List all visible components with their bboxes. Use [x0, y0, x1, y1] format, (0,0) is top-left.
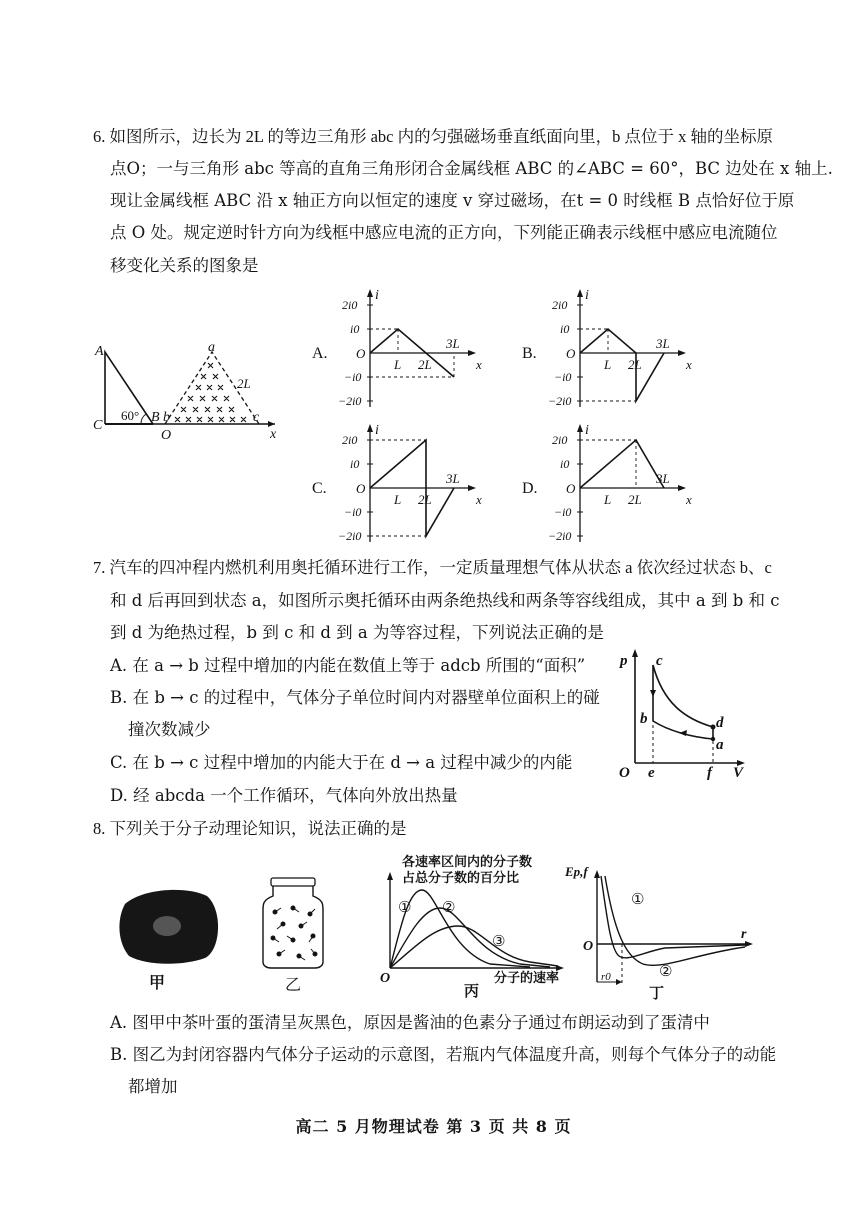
tick-L: L — [604, 357, 612, 372]
bing-title-2: 占总分子数的百分比 — [402, 871, 520, 886]
q6-line-2: 点O；一与三角形 abc 等高的直角三角形闭合金属线框 ABC 的∠ABC = 60°，BC 边处在 x 轴上. — [110, 159, 833, 178]
q7-option-a: A. 在 a → b 过程中增加的内能在数值上等于 adcb 所围的“面积” — [110, 656, 586, 675]
q8-option-b-cont: 都增加 — [128, 1077, 178, 1096]
label-p: p — [620, 653, 628, 669]
q6-triangle-figure — [85, 330, 285, 450]
curve-3-label: ③ — [492, 932, 506, 950]
label-yi: 乙 — [285, 975, 302, 994]
label-bing: 丙 — [464, 982, 480, 1000]
tick-2i0: 2i0 — [342, 433, 358, 447]
q8-option-b: B. 图乙为封闭容器内气体分子运动的示意图，若瓶内气体温度升高，则每个气体分子的动能 — [110, 1045, 777, 1064]
current-curve — [580, 329, 664, 401]
q7-option-c: C. 在 b → c 过程中增加的内能大于在 d → a 过程中减少的内能 — [110, 753, 573, 772]
origin-label: O — [356, 346, 366, 361]
option-d-graph — [522, 420, 692, 550]
bing-xlabel: 分子的速率 — [494, 971, 560, 986]
tick-3L: 3L — [446, 471, 460, 486]
label-b: b — [163, 410, 170, 425]
ding-r0: r0 — [601, 971, 611, 983]
current-curve — [580, 440, 664, 488]
tick-L: L — [394, 357, 402, 372]
q7-option-b: B. 在 b → c 的过程中，气体分子单位时间内对器壁单位面积上的碰 — [110, 688, 600, 707]
tick-neg-2i0: −2i0 — [548, 394, 572, 408]
label-O: O — [161, 428, 172, 443]
q8-stem: 8. 下列关于分子动理论知识，说法正确的是 — [93, 819, 407, 838]
x-axis-arrow — [468, 485, 476, 491]
axis-label-i: i — [375, 423, 379, 438]
label-b: b — [640, 711, 648, 727]
tick-neg-i0: −i0 — [344, 370, 362, 384]
tick-neg-i0: −i0 — [344, 505, 362, 519]
curve-1-label: ① — [398, 898, 412, 916]
bing-origin: O — [380, 971, 391, 986]
y-axis-arrow — [367, 424, 373, 432]
x-axis-arrow — [678, 350, 686, 356]
ding-curve-2: ② — [659, 962, 673, 980]
q7-line-2: 和 d 后再回到状态 a，如图所示奥托循环由两条绝热线和两条等容线组成，其中 a 到 b 和 c — [110, 591, 780, 610]
tick-2L: 2L — [628, 357, 642, 372]
picture-ding-molecular-force — [565, 858, 755, 1003]
x-axis-arrow — [468, 350, 476, 356]
ding-curve-1: ① — [631, 890, 645, 908]
tick-i0: i0 — [560, 457, 570, 471]
bing-title-1: 各速率区间内的分子数 — [402, 855, 533, 870]
tick-neg-2i0: −2i0 — [548, 529, 572, 543]
label-A: A — [95, 344, 104, 359]
tick-2L: 2L — [628, 492, 642, 507]
q7-line-3: 到 d 为绝热过程，b 到 c 和 d 到 a 为等容过程，下列说法正确的是 — [110, 623, 604, 642]
q7-option-d: D. 经 abcda 一个工作循环，气体向外放出热量 — [110, 786, 458, 805]
ding-xlabel: r — [741, 927, 747, 942]
tick-2i0: 2i0 — [342, 298, 358, 312]
q6-line-5: 移变化关系的图象是 — [110, 256, 259, 275]
tick-L: L — [394, 492, 402, 507]
option-letter: A. — [312, 345, 328, 362]
tick-3L: 3L — [446, 336, 460, 351]
origin-label: O — [566, 346, 576, 361]
label-side: 2L — [237, 376, 251, 391]
q6-line-1: 6. 如图所示，边长为 2L 的等边三角形 abc 内的匀强磁场垂直纸面向里，b 点位于 x 轴的坐标原 — [93, 127, 773, 146]
tick-i0: i0 — [350, 322, 360, 336]
tick-neg-2i0: −2i0 — [338, 394, 362, 408]
label-x: x — [270, 427, 277, 442]
axis-label-i: i — [375, 288, 379, 303]
tick-3L: 3L — [656, 336, 670, 351]
picture-jia-egg — [115, 880, 225, 990]
q7-line-1: 7. 汽车的四冲程内燃机利用奥托循环进行工作，一定质量理想气体从状态 a 依次经过状态 b、c — [93, 558, 772, 577]
label-c: c — [253, 410, 260, 425]
q6-line-3: 现让金属线框 ABC 沿 x 轴正方向以恒定的速度 v 穿过磁场，在t = 0 时线框 B 点恰好位于原 — [110, 191, 795, 210]
origin-label: O — [566, 481, 576, 496]
tick-2i0: 2i0 — [552, 433, 568, 447]
label-f: f — [707, 765, 712, 780]
y-axis-arrow — [577, 289, 583, 297]
y-axis-arrow — [577, 424, 583, 432]
option-letter: C. — [312, 480, 327, 497]
tick-3L: 3L — [656, 471, 670, 486]
x-axis-arrow — [678, 485, 686, 491]
q8-option-a: A. 图甲中茶叶蛋的蛋清呈灰黑色，原因是酱油的色素分子通过布朗运动到了蛋清中 — [110, 1013, 710, 1032]
label-ding: 丁 — [649, 984, 665, 1002]
picture-bing-speed-distribution — [370, 850, 570, 1000]
axis-label-x: x — [686, 357, 692, 372]
label-C: C — [93, 418, 103, 433]
label-jia: 甲 — [149, 973, 166, 990]
option-letter: B. — [522, 345, 537, 362]
axis-label-x: x — [476, 492, 482, 507]
tick-2L: 2L — [418, 357, 432, 372]
axis-label-x: x — [476, 357, 482, 372]
axis-label-i: i — [585, 288, 589, 303]
option-letter: D. — [522, 480, 538, 497]
label-angle: 60° — [121, 408, 140, 423]
option-c-graph — [312, 420, 482, 550]
option-b-graph — [522, 285, 692, 415]
tick-neg-2i0: −2i0 — [338, 529, 362, 543]
axis-label-i: i — [585, 423, 589, 438]
label-O: O — [619, 765, 630, 780]
page-footer: 高二 5 月物理试卷 第 3 页 共 8 页 — [295, 1117, 572, 1136]
q6-line-4: 点 O 处。规定逆时针方向为线框中感应电流的正方向，下列能正确表示线框中感应电流随位 — [110, 223, 778, 242]
label-a: a — [716, 737, 724, 753]
label-e: e — [648, 765, 655, 780]
origin-label: O — [356, 481, 366, 496]
tick-L: L — [604, 492, 612, 507]
tick-i0: i0 — [350, 457, 360, 471]
label-V: V — [733, 765, 744, 780]
q7-option-b-cont: 撞次数减少 — [128, 720, 211, 739]
y-axis-arrow — [367, 289, 373, 297]
picture-yi-jar — [255, 876, 335, 994]
tick-2i0: 2i0 — [552, 298, 568, 312]
label-B: B — [151, 410, 160, 425]
tick-neg-i0: −i0 — [554, 370, 572, 384]
axis-label-x: x — [686, 492, 692, 507]
ding-ylabel: Ep,f — [565, 864, 588, 879]
tick-neg-i0: −i0 — [554, 505, 572, 519]
pv-diagram — [615, 645, 755, 780]
curve-2-label: ② — [442, 898, 456, 916]
tick-i0: i0 — [560, 322, 570, 336]
option-a-graph — [312, 285, 482, 415]
label-c: c — [656, 653, 663, 669]
ding-origin: O — [583, 939, 594, 954]
gas-molecules — [271, 906, 317, 960]
label-a: a — [208, 340, 215, 355]
tick-2L: 2L — [418, 492, 432, 507]
label-d: d — [716, 715, 724, 731]
